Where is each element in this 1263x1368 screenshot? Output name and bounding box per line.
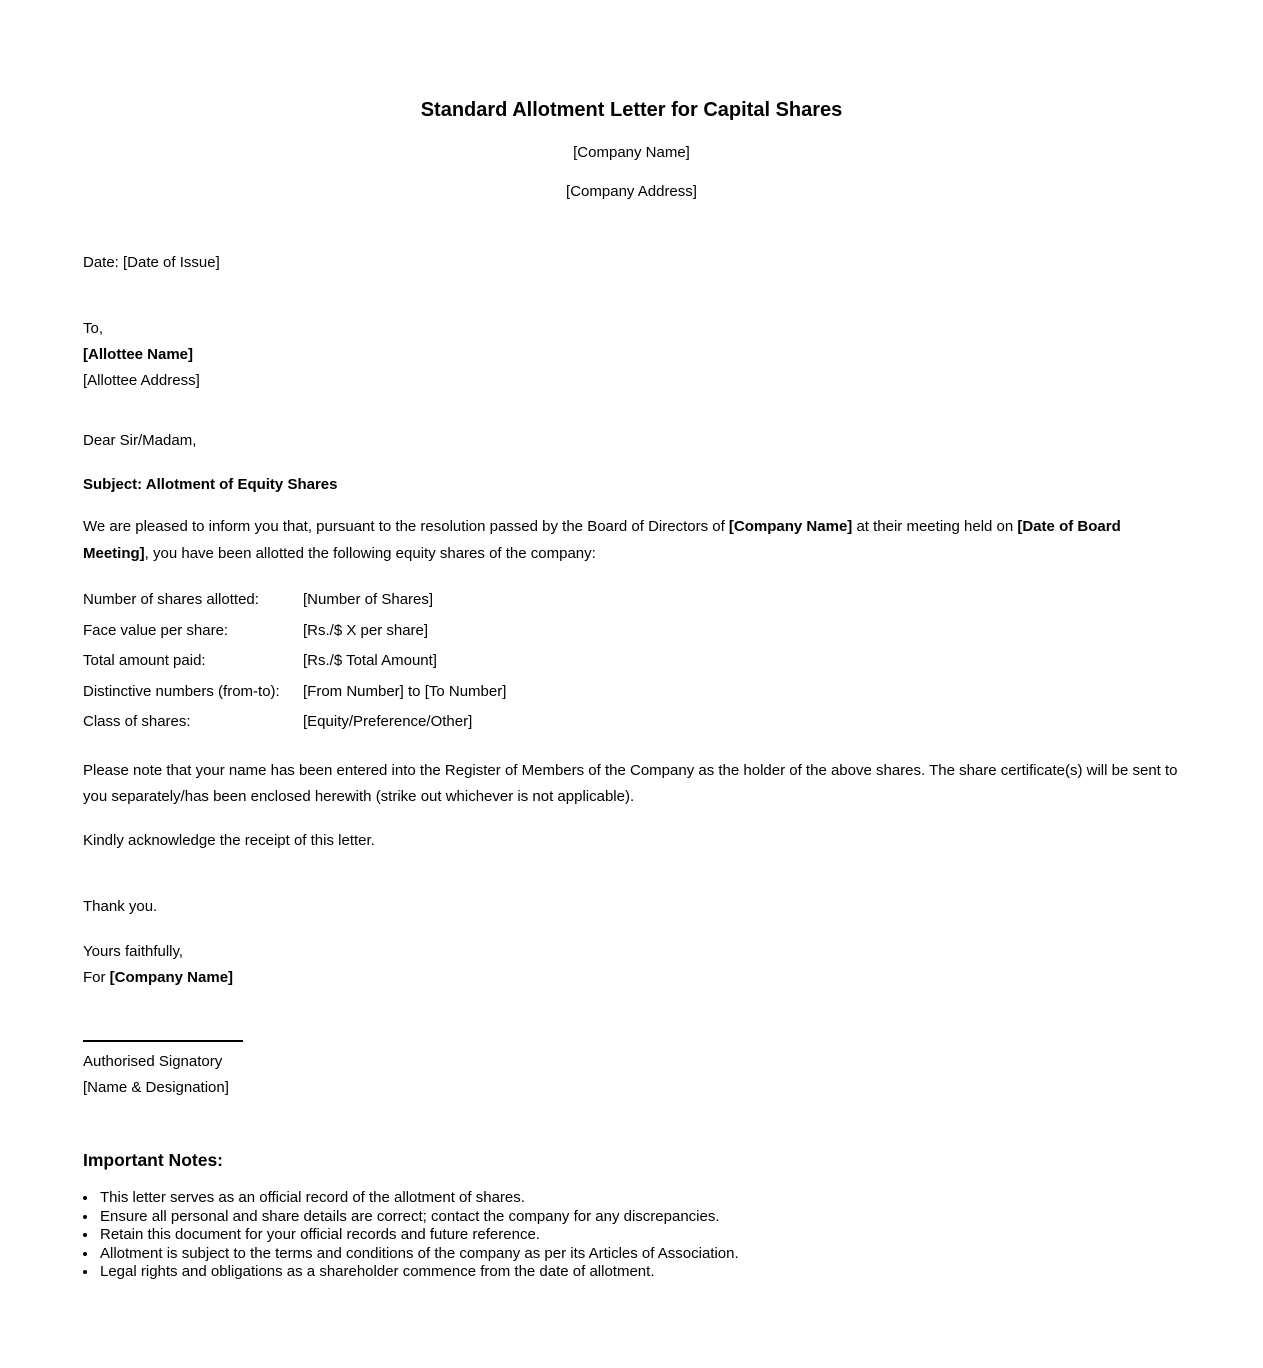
detail-label-distinctive-numbers: Distinctive numbers (from-to):	[83, 682, 280, 700]
signature-line	[83, 1040, 243, 1042]
important-notes-list	[83, 1189, 1180, 1282]
note-item: • Legal rights and obligations as a shareholder commence from the date of allotment.	[98, 1263, 1180, 1282]
acknowledge-line: Kindly acknowledge the receipt of this letter.	[83, 831, 375, 849]
company-name-placeholder: [Company Name]	[573, 144, 690, 161]
intro-text-2: at their meeting held on	[852, 518, 1018, 535]
for-company-name-placeholder: [Company Name]	[109, 968, 234, 986]
to-label: To,	[83, 320, 104, 337]
closing-line: Yours faithfully,	[83, 943, 184, 960]
note-item: • Retain this document for your official records and future reference.	[98, 1226, 1180, 1245]
detail-label-total-amount: Total amount paid:	[83, 652, 206, 669]
share-details-table	[83, 585, 1180, 738]
register-note-paragraph: Please note that your name has been entered into the Register of Members of the Company as the holder of the above shares. The share certificate(s) will be sent to you separately/has been enclosed herewith (strike out whichever is not applicable).	[83, 761, 1178, 805]
subject-line: Subject: Allotment of Equity Shares	[83, 476, 338, 493]
detail-value-distinctive-numbers: [From Number] to [To Number]	[303, 682, 507, 700]
allottee-name-placeholder: [Allottee Name]	[83, 346, 194, 363]
note-item: • Allotment is subject to the terms and conditions of the company as per its Articles of Association.	[98, 1245, 1180, 1264]
salutation: Dear Sir/Madam,	[83, 432, 197, 449]
for-prefix: For	[83, 968, 110, 986]
detail-value-shares-allotted: [Number of Shares]	[303, 591, 434, 608]
recipient-block	[83, 316, 1180, 394]
for-company-line	[83, 965, 1180, 991]
note-item: • Ensure all personal and share details are correct; contact the company for any discrepancies.	[98, 1208, 1180, 1227]
intro-text-1: We are pleased to inform you that, pursuant to the resolution passed by the Board of Directors of	[83, 518, 729, 535]
date-line: Date: [Date of Issue]	[83, 254, 220, 271]
detail-label-shares-allotted: Number of shares allotted:	[83, 591, 259, 608]
important-notes-heading: Important Notes:	[83, 1150, 223, 1170]
intro-text-3: , you have been allotted the following equity shares of the company:	[144, 544, 596, 562]
detail-value-class-of-shares: [Equity/Preference/Other]	[303, 713, 473, 730]
signatory-title: Authorised Signatory	[83, 1053, 223, 1070]
detail-value-face-value: [Rs./$ X per share]	[303, 621, 429, 639]
closing-block	[83, 939, 1180, 990]
detail-label-class-of-shares: Class of shares:	[83, 713, 191, 730]
signatory-block	[83, 1049, 1180, 1101]
detail-label-face-value: Face value per share:	[83, 621, 229, 639]
document-title: Standard Allotment Letter for Capital Shares	[420, 99, 843, 121]
detail-value-total-amount: [Rs./$ Total Amount]	[303, 652, 437, 669]
intro-paragraph	[83, 514, 1180, 567]
note-item: • This letter serves as an official record of the allotment of shares.	[98, 1189, 1180, 1208]
intro-company-name-placeholder: [Company Name]	[728, 518, 853, 535]
intro-board-meeting-date-placeholder: [Date of Board Meeting]	[83, 518, 1121, 562]
signatory-name-placeholder: [Name & Designation]	[83, 1079, 229, 1096]
allottee-address-placeholder: [Allottee Address]	[83, 372, 200, 389]
company-address-placeholder: [Company Address]	[566, 183, 697, 200]
thanks-line: Thank you.	[83, 898, 158, 915]
